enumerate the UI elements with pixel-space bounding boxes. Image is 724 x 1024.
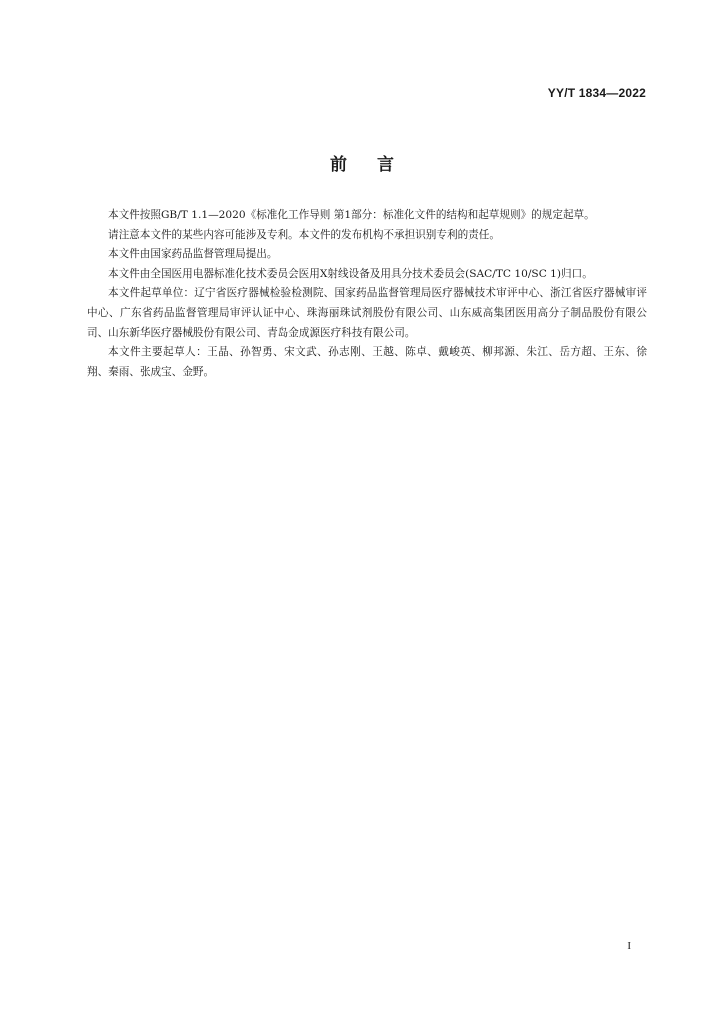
page-title: 前言 [330,155,424,175]
page-number: I [627,940,631,952]
paragraph-drafting-rules: 本文件按照GB/T 1.1—2020《标准化工作导则 第1部分：标准化文件的结构和起草规则》的规定起草。 [108,209,595,221]
paragraph-drafters: 本文件主要起草人：王晶、孙智勇、宋文武、孙志刚、王越、陈卓、戴峻英、柳邦源、朱江、岳方超、王东、徐翔、秦雨、张成宝、金野。 [87,346,647,378]
paragraph-committee: 本文件由全国医用电器标准化技术委员会医用X射线设备及用具分技术委员会(SAC/TC 10/SC 1)归口。 [108,267,593,280]
standard-code: YY/T 1834—2022 [547,86,646,100]
paragraph-patent-notice: 请注意本文件的某些内容可能涉及专利。本文件的发布机构不承担识别专利的责任。 [108,228,500,241]
paragraph-proposer: 本文件由国家药品监督管理局提出。 [108,248,278,261]
foreword-body [87,206,647,382]
paragraph-drafting-units: 本文件起草单位：辽宁省医疗器械检验检测院、国家药品监督管理局医疗器械技术审评中心、浙江省医疗器械审评中心、广东省药品监督管理局审评认证中心、珠海丽珠试剂股份有限公司、山东威高集团医用高分子制品股份有限公司、山东新华医疗器械股份有限公司、青岛金成源医疗科技有限公司。 [87,287,647,339]
